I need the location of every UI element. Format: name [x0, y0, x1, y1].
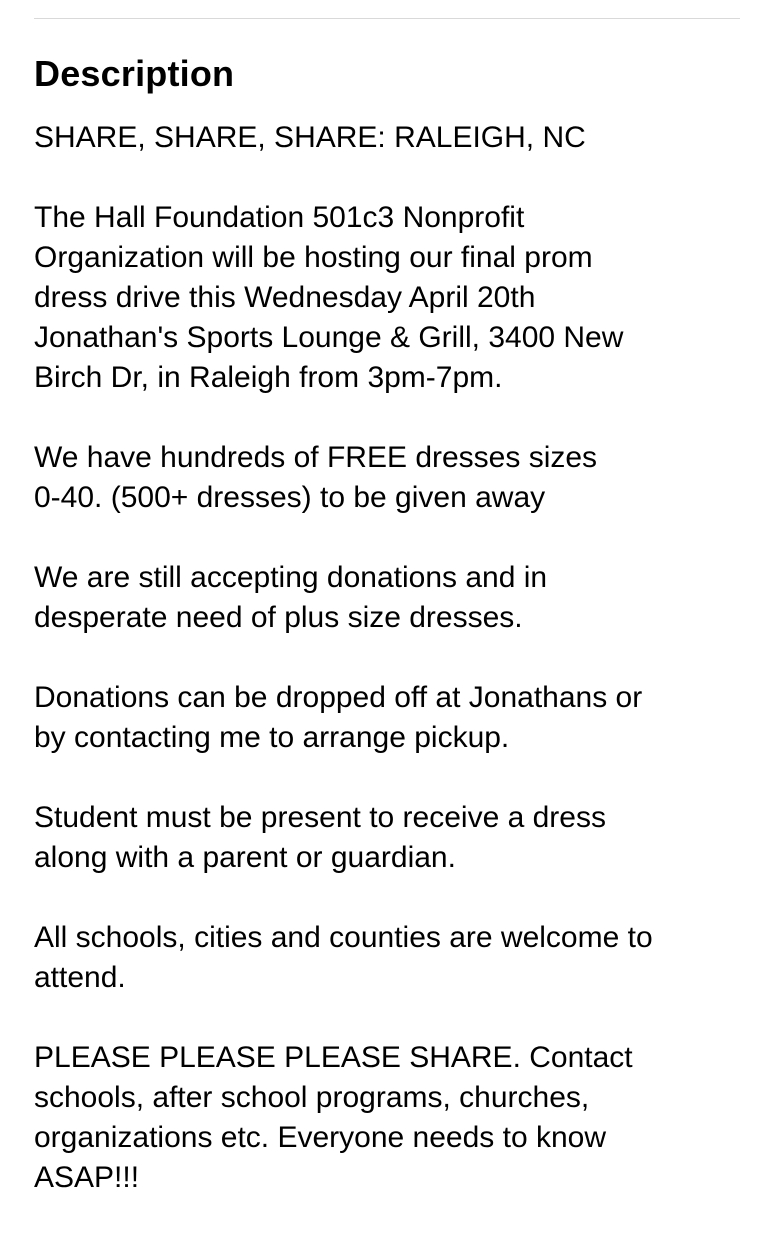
description-line: Birch Dr, in Raleigh from 3pm-7pm.	[34, 361, 503, 394]
description-line: Jonathan's Sports Lounge & Grill, 3400 New	[34, 321, 624, 354]
description-paragraph	[34, 918, 744, 998]
description-paragraph	[34, 1038, 744, 1198]
description-paragraph	[34, 118, 744, 158]
description-paragraph	[34, 678, 744, 758]
description-line: schools, after school programs, churches,	[34, 1081, 590, 1114]
description-line: Student must be present to receive a dress	[34, 801, 606, 834]
description-line: by contacting me to arrange pickup.	[34, 721, 510, 754]
description-line: PLEASE PLEASE PLEASE SHARE. Contact	[34, 1041, 633, 1074]
description-body	[34, 118, 744, 1238]
description-paragraph	[34, 438, 744, 518]
description-line: Organization will be hosting our final prom	[34, 241, 593, 274]
description-paragraph	[34, 198, 744, 398]
description-line: We are still accepting donations and in	[34, 561, 548, 594]
description-line: ASAP!!!	[34, 1161, 140, 1194]
description-line: Donations can be dropped off at Jonathans or	[34, 681, 643, 714]
description-paragraph	[34, 558, 744, 638]
description-line: desperate need of plus size dresses.	[34, 601, 523, 634]
description-line: We have hundreds of FREE dresses sizes	[34, 441, 598, 474]
description-paragraph	[34, 798, 744, 878]
description-line: along with a parent or guardian.	[34, 841, 456, 874]
section-divider	[34, 18, 740, 19]
description-line: The Hall Foundation 501c3 Nonprofit	[34, 201, 525, 234]
description-line: 0-40. (500+ dresses) to be given away	[34, 481, 546, 514]
description-heading: Description	[34, 53, 235, 94]
description-line: dress drive this Wednesday April 20th	[34, 281, 536, 314]
description-line: SHARE, SHARE, SHARE: RALEIGH, NC	[34, 121, 586, 154]
description-line: All schools, cities and counties are welcome to	[34, 921, 653, 954]
description-line: organizations etc. Everyone needs to know	[34, 1121, 607, 1154]
description-line: attend.	[34, 961, 126, 994]
